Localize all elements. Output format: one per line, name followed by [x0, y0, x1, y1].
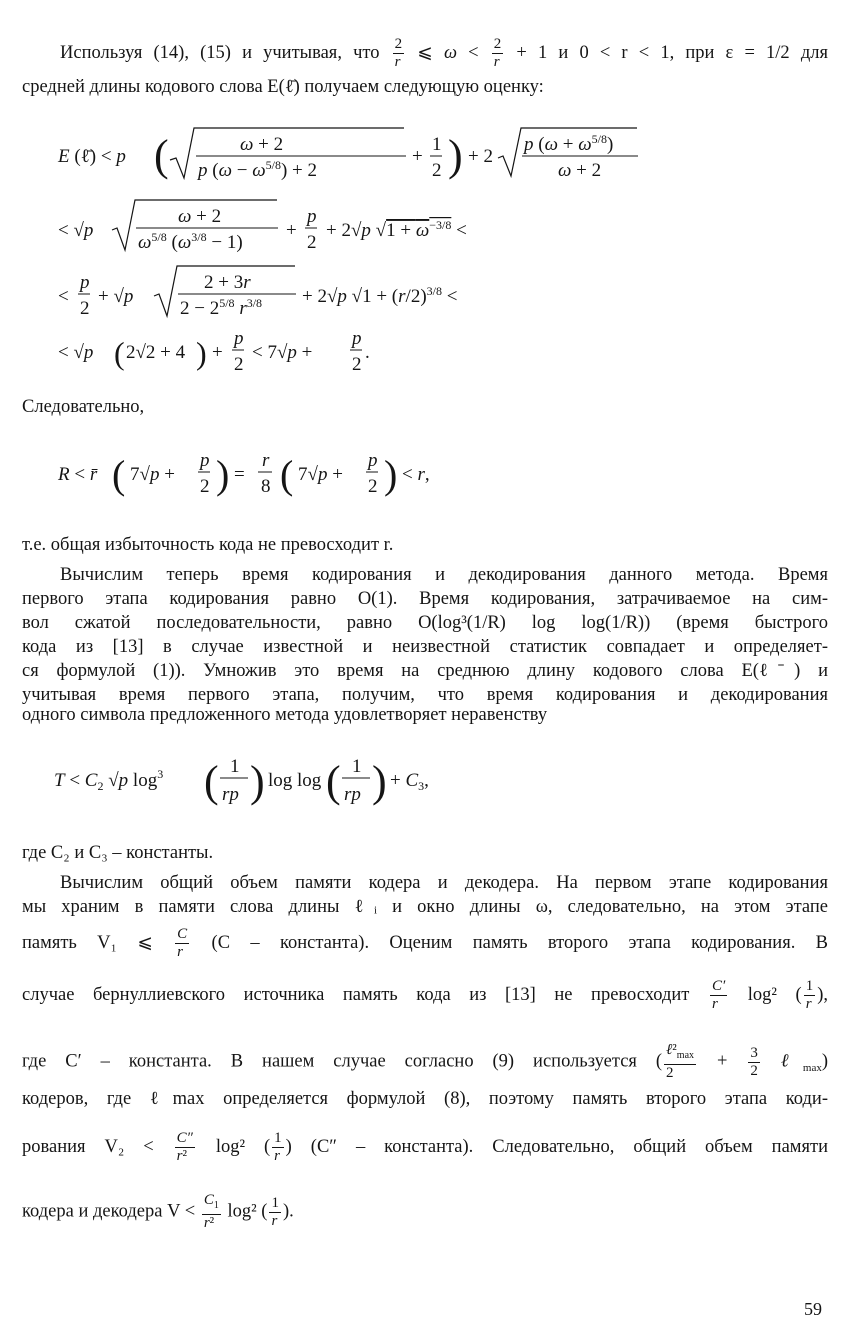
svg-text:r: r: [262, 450, 270, 471]
equation-redundancy: [58, 444, 458, 520]
fraction-3-over-2: $\frac{3}{2}$: [750, 1044, 758, 1079]
svg-text:< √p: < √p: [58, 220, 94, 241]
svg-text:p: p: [307, 206, 317, 227]
svg-text:): ): [384, 452, 398, 497]
text-span: Используя (14), (15) и учитывая, что: [60, 42, 380, 63]
svg-text:+ C3,: + $C_3$,: [390, 770, 429, 793]
svg-text:1: 1: [432, 134, 442, 155]
text-line: кодеров, где ℓmax определяется формулой (8), поэтому память второго этапа коди-: [22, 1089, 828, 1109]
text-line: рования V₂ < $\frac{C''}{\text{r²}}$ log² ( $\frac{1}{r}$ ) (C″ – константа). Следовательно, общий объем памяти: [22, 1130, 828, 1164]
svg-text:log log: log log: [268, 770, 322, 791]
text-span: случае бернуллиевского источника память кода из [13] не превосходит: [22, 984, 690, 1005]
svg-text:ω + 2: ω + 2: [178, 206, 222, 227]
svg-text:< 7√p +: < 7√p +: [252, 342, 313, 363]
svg-text:p (ω + ω5/8): p $(\omega + \omega^{5/8})$: [524, 132, 614, 155]
svg-text:2: 2: [80, 298, 90, 319]
svg-text:2: 2: [432, 160, 442, 181]
svg-text:): ): [372, 757, 387, 806]
fraction-1-over-r: $\frac{1}{r}$: [274, 1130, 282, 1164]
svg-text:p: p: [234, 328, 244, 349]
text-line: мы храним в памяти слова длины ℓᵢ и окно длины ω, следовательно, на этом этапе: [22, 897, 828, 917]
svg-text:(: (: [280, 452, 294, 497]
text-line: где C′ – константа. В нашем случае согласно (9) используется ( $\ell^2_{max}$ 2 + $\frac{3}{2}$ ℓ$_{max}$): [22, 1042, 829, 1081]
svg-text:1: 1: [230, 756, 240, 777]
svg-text:+ 2√p √1 + ω−3/8 <: + 2√p $√1 + \omega^{-3/8}$ <: [326, 218, 467, 241]
text-line: средней длины кодового слова E(ℓ̄) получаем следующую оценку:: [22, 77, 544, 97]
svg-text:(: (: [204, 757, 219, 806]
fraction-2-over-r: $\frac{2}{r}$: [394, 36, 403, 70]
svg-text:1: 1: [352, 756, 362, 777]
svg-text:p: p: [352, 328, 362, 349]
text-line: вол сжатой последовательности, равно O(log³(1/R) log log(1/R)) (время быстрого: [22, 613, 828, 633]
text-line: Вычислим общий объем памяти кодера и декодера. На первом этапе кодирования: [60, 873, 828, 893]
equation-graphic: [54, 748, 474, 820]
svg-text:p: p: [80, 272, 90, 293]
equation-graphic: [58, 444, 458, 514]
svg-text:2: 2: [234, 354, 244, 375]
fraction-c1-over-r2: $\frac{C_1}{\text{r²}}$: [203, 1192, 219, 1231]
fraction-c-over-r: $\frac{C}{r}$: [177, 926, 188, 960]
svg-text:rp: rp: [344, 784, 361, 805]
fraction-cdprime-over-r2: $\frac{C''}{\text{r²}}$: [176, 1130, 193, 1164]
svg-text:(: (: [112, 452, 126, 497]
text-span: где C′ – константа. В нашем случае согласно (9) используется: [22, 1051, 637, 1072]
text-line: Следовательно,: [22, 397, 145, 417]
text-span: кодера и декодера V <: [22, 1201, 196, 1222]
svg-text:): ): [448, 131, 463, 180]
svg-text:< r,: < r,: [402, 464, 430, 485]
svg-text:R < r̄: R < r̄: [58, 464, 98, 485]
svg-text:=: =: [234, 464, 245, 485]
svg-text:+: +: [412, 146, 423, 167]
svg-text:7√p +: 7√p +: [130, 464, 175, 485]
svg-text:2√2 + 4: 2√2 + 4: [126, 342, 186, 363]
svg-text:2 − 25/8 r3/8: $2 - 2^{5/8}$ $r^{3/8}$: [180, 296, 263, 319]
svg-text:ω5/8 (ω3/8 − 1): $\omega^{5/8}$ $(\omega^{3/8} - 1)$: [138, 230, 243, 253]
svg-text:): ): [250, 757, 265, 806]
equation-time: [54, 748, 474, 826]
svg-text:): ): [196, 335, 207, 371]
text-line: ся формулой (1)). Умножив это время на среднюю длину кодового слова E(ℓ̄) и: [22, 661, 828, 681]
svg-text:< √p: < √p: [58, 342, 94, 363]
fraction-cprime-over-r: $\frac{C'}{r}$: [711, 978, 726, 1012]
text-line: учитывая время первого этапа, получим, что время кодирования и декодирования: [22, 685, 828, 705]
svg-text:(: (: [154, 131, 169, 180]
svg-text:E (ℓ̄) < p: E (ℓ̄) < p: [58, 146, 126, 167]
text-line: кода из [13] в случае известной и неизвестной статистик совпадает и определяет-: [22, 637, 828, 657]
text-span: память V₁ ⩽: [22, 932, 153, 953]
text-line: кодера и декодера V < $\frac{C_1}{\text{r²}}$ log² ( $\frac{1}{r}$ ).: [22, 1192, 294, 1231]
equation-graphic: [58, 124, 618, 374]
page-number: 59: [804, 1299, 822, 1319]
text-span: и 0 < r < 1, при ε = 1/2 для: [558, 42, 828, 63]
svg-text:.: .: [365, 342, 370, 363]
svg-text:+: +: [286, 220, 297, 241]
text-line: т.е. общая избыточность кода не превосходит r.: [22, 535, 394, 555]
svg-text:<: <: [58, 286, 69, 307]
svg-text:T < C2 √p log3: $T < C_2$ √p $\log^3$: [54, 767, 164, 793]
text-line: одного символа предложенного метода удовлетворяет неравенству: [22, 705, 548, 725]
svg-text:p: p: [368, 450, 378, 471]
svg-text:2: 2: [352, 354, 362, 375]
fraction-1-over-r: $\frac{1}{r}$: [805, 978, 814, 1012]
text-line: где C₂ и C₃ – константы.: [22, 843, 214, 863]
fraction-1-over-r: $\frac{1}{r}$: [271, 1194, 279, 1229]
svg-text:+ 2√p √1 + (r/2)3/8 <: + 2√p $√1 + (r/2)^{3/8}$ <: [302, 284, 458, 307]
svg-text:2: 2: [368, 476, 378, 497]
text-line: случае бернуллиевского источника память кода из [13] не превосходит $\frac{C'}{r}$ log² ( $\frac{1}{r}$ ),: [22, 978, 828, 1012]
svg-text:+ 2: + 2: [468, 146, 493, 167]
svg-text:8: 8: [261, 476, 271, 497]
svg-text:p (ω − ω5/8) + 2: p $(\omega - \omega^{5/8}) + 2$: [198, 158, 318, 181]
svg-text:): ): [216, 452, 230, 497]
text-span: (C″ – константа). Следовательно, общий объем памяти: [310, 1136, 828, 1157]
fraction-2-over-r: $\frac{2}{r}$: [493, 36, 502, 70]
svg-text:2: 2: [200, 476, 210, 497]
svg-text:+ √p: + √p: [98, 286, 134, 307]
svg-text:ω + 2: ω + 2: [240, 134, 284, 155]
text-span: рования V₂ <: [22, 1136, 154, 1157]
text-line: первого этапа кодирования равно O(1). Время кодирования, затрачиваемое на сим-: [22, 589, 828, 609]
svg-text:2 + 3r: 2 + 3r: [204, 272, 251, 293]
text-line: [22, 926, 828, 961]
text-line: Вычислим теперь время кодирования и декодирования данного метода. Время: [60, 565, 828, 585]
svg-text:ω + 2: ω + 2: [558, 160, 602, 181]
svg-text:(: (: [326, 757, 341, 806]
text-span: (C – константа). Оценим память второго этапа кодирования. В: [211, 932, 829, 953]
equation-block: [58, 124, 618, 380]
fraction-lmax-sq-over-2: $\ell^2_{max}$ 2: [666, 1042, 695, 1081]
svg-text:rp: rp: [222, 784, 239, 805]
svg-text:7√p +: 7√p +: [298, 464, 343, 485]
svg-text:2: 2: [307, 232, 317, 253]
text-line: Используя (14), (15) и учитывая, что $\frac{2}{r}$ ⩽ ω < $\frac{2}{r}$ + 1 и 0 < r < 1, при ε = 1/2 для: [60, 36, 828, 70]
svg-text:+: +: [212, 342, 223, 363]
svg-text:(: (: [114, 335, 125, 371]
svg-text:p: p: [200, 450, 210, 471]
